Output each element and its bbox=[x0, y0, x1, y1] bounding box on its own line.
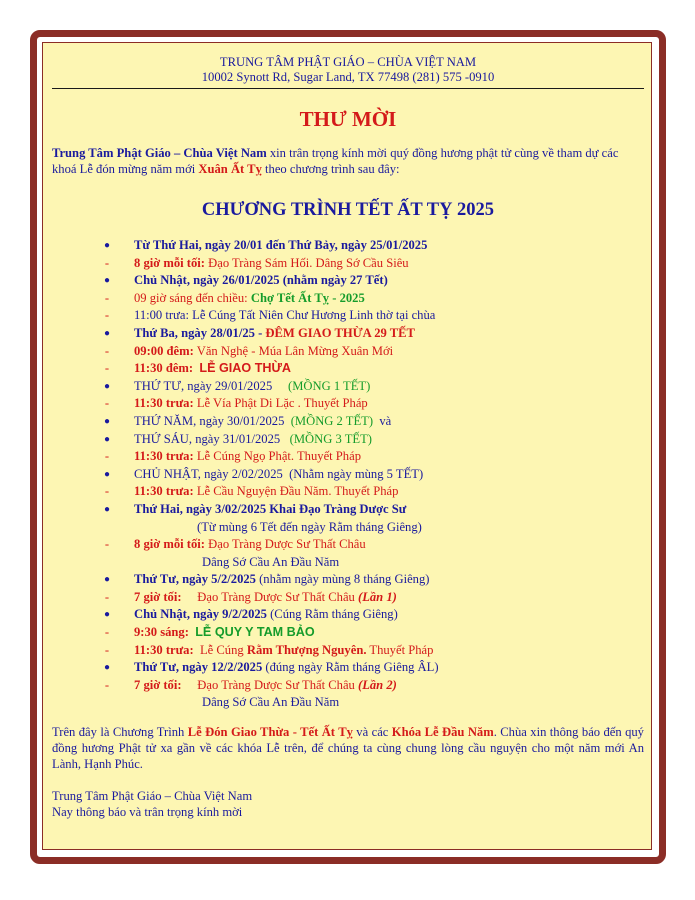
item-tag: (Lần 1) bbox=[358, 589, 397, 604]
item-time: 11:30 trưa: bbox=[134, 484, 194, 499]
item-event: LỄ GIAO THỪA bbox=[199, 361, 292, 376]
dash-icon: - bbox=[104, 308, 110, 323]
item-text: Đạo Tràng Dược Sư Thất Châu bbox=[181, 677, 358, 692]
outro-text3: . Chùa xin thông báo đến quý đồng hương Phật tử xa gần về các khóa Lễ trên, để chúng ta cùng chung lòng cầu nguyện cho một năm mới An Lành, Hạnh Phúc. bbox=[52, 725, 644, 772]
letterhead bbox=[52, 55, 644, 85]
dash-icon: - bbox=[104, 537, 110, 552]
dash-icon: - bbox=[104, 642, 110, 657]
signature-line2: Nay thông báo và trân trọng kính mời bbox=[52, 805, 243, 820]
item-time: 7 giờ tối: bbox=[134, 589, 182, 604]
schedule-list bbox=[52, 237, 644, 712]
item-note: (đúng ngày Rằm tháng Giêng ÂL) bbox=[262, 660, 439, 675]
item-note: (Nhằm ngày mùng 5 TẾT) bbox=[289, 466, 424, 481]
list-item bbox=[52, 624, 644, 642]
item-event-post: - 2025 bbox=[329, 290, 365, 305]
list-item bbox=[52, 483, 644, 501]
bullet-icon: ● bbox=[103, 433, 111, 445]
item-event: LỄ QUY Y TAM BẢO bbox=[195, 625, 315, 640]
bullet-icon: ● bbox=[103, 275, 111, 287]
list-item bbox=[52, 536, 644, 554]
list-item bbox=[52, 448, 644, 466]
item-event: Rằm Thượng Nguyên. bbox=[246, 642, 367, 657]
item-event-pre: Chợ Tết Ất T bbox=[250, 290, 323, 305]
item-text: Đạo Tràng Sám Hối. Dâng Sớ Cầu Siêu bbox=[204, 255, 409, 270]
item-time: 11:30 trưa: bbox=[134, 396, 194, 411]
list-item bbox=[52, 466, 644, 484]
list-item bbox=[52, 360, 644, 378]
item-text: 11:00 trưa: Lễ Cúng Tất Niên Chư Hương Linh thờ tại chùa bbox=[134, 308, 436, 323]
item-text: Thứ Hai, ngày 3/02/2025 Khai Đạo Tràng Dược Sư bbox=[134, 501, 407, 516]
list-item bbox=[52, 431, 644, 449]
letter-title: THƯ MỜI bbox=[299, 107, 397, 131]
list-item bbox=[52, 606, 644, 624]
item-date: Thứ Tư, ngày 5/2/2025 bbox=[134, 572, 256, 587]
list-item bbox=[52, 290, 644, 308]
list-item bbox=[52, 237, 644, 255]
list-item-continuation bbox=[52, 694, 644, 712]
bullet-icon: ● bbox=[103, 415, 111, 427]
dash-icon: - bbox=[104, 677, 110, 692]
bullet-icon: ● bbox=[103, 468, 111, 480]
item-text: Văn Nghệ - Múa Lân Mừng Xuân Mới bbox=[193, 343, 394, 358]
item-date: Chủ Nhật, ngày 9/2/2025 bbox=[134, 607, 267, 622]
list-item bbox=[52, 642, 644, 660]
list-item bbox=[52, 413, 644, 431]
item-time: 11:30 trưa: bbox=[134, 449, 194, 464]
program-title: CHƯƠNG TRÌNH TẾT ẤT TỴ 2025 bbox=[201, 200, 495, 220]
header-divider bbox=[52, 88, 644, 89]
item-text: Lễ Cầu Nguyện Đầu Năm. Thuyết Pháp bbox=[193, 484, 399, 499]
intro-org: Trung Tâm Phật Giáo – Chùa Việt Nam bbox=[52, 146, 267, 160]
list-item bbox=[52, 325, 644, 343]
dash-icon: - bbox=[104, 449, 110, 464]
bullet-icon: ● bbox=[103, 609, 111, 621]
list-item bbox=[52, 378, 644, 396]
item-text: Đạo Tràng Dược Sư Thất Châu bbox=[181, 589, 358, 604]
outro-text2: và các bbox=[352, 725, 392, 740]
item-text: Chủ Nhật, ngày 26/01/2025 (nhằm ngày 27 Tết) bbox=[134, 273, 388, 288]
bullet-icon: ● bbox=[103, 380, 111, 392]
item-time: 7 giờ tối: bbox=[134, 677, 182, 692]
item-date: THỨ NĂM, ngày 30/01/2025 bbox=[134, 413, 285, 428]
closing-paragraph bbox=[52, 724, 644, 772]
item-text: Đạo Tràng Dược Sư Thất Châu bbox=[204, 537, 366, 552]
item-event-u: ỵ bbox=[322, 290, 330, 305]
intro-year-name bbox=[198, 162, 261, 176]
item-text: Lễ Vía Phật Di Lặc . Thuyết Pháp bbox=[193, 396, 368, 411]
item-time: 09:00 đêm: bbox=[134, 343, 194, 358]
bullet-icon: ● bbox=[103, 662, 111, 674]
list-item bbox=[52, 677, 644, 695]
outro-event1 bbox=[188, 725, 353, 739]
list-item bbox=[52, 395, 644, 413]
item-note: (Cúng Rằm tháng Giêng) bbox=[266, 607, 398, 622]
item-text: Từ Thứ Hai, ngày 20/01 đến Thứ Bảy, ngày 25/01/2025 bbox=[134, 238, 428, 252]
item-text: và bbox=[379, 413, 392, 428]
dash-icon: - bbox=[104, 290, 110, 305]
item-text: Lễ Cúng bbox=[193, 642, 247, 657]
dash-icon: - bbox=[104, 625, 110, 640]
list-item bbox=[52, 571, 644, 589]
item-date: Thứ Tư, ngày 12/2/2025 bbox=[134, 660, 263, 675]
list-item bbox=[52, 659, 644, 677]
item-tag: (MỒNG 3 TẾT) bbox=[289, 431, 372, 446]
item-date: THỨ SÁU, ngày 31/01/2025 bbox=[134, 431, 281, 446]
item-time: 09 giờ sáng đến chiều: bbox=[134, 290, 251, 305]
dash-icon: - bbox=[104, 589, 110, 604]
item-event: ĐÊM GIAO THỪA 29 TẾT bbox=[265, 325, 415, 340]
item-tag: (Lần 2) bbox=[358, 677, 397, 692]
dash-icon: - bbox=[104, 255, 110, 270]
list-item-continuation bbox=[52, 554, 644, 572]
intro-paragraph bbox=[52, 145, 644, 177]
item-date: Thứ Ba, ngày 28/01/25 - bbox=[134, 325, 266, 340]
dash-icon: - bbox=[104, 343, 110, 358]
item-continuation: Dâng Sớ Cầu An Đầu Năm bbox=[202, 554, 340, 569]
item-continuation: (Từ mùng 6 Tết đến ngày Rằm tháng Giêng) bbox=[197, 519, 422, 534]
list-item bbox=[52, 501, 644, 519]
dash-icon: - bbox=[104, 361, 110, 376]
item-time: 8 giờ mỗi tối: bbox=[134, 255, 205, 270]
outro-event1-pre: Lễ Đón Giao Thừa - Tết Ất T bbox=[187, 725, 347, 740]
org-name: TRUNG TÂM PHẬT GIÁO – CHÙA VIỆT NAM bbox=[219, 55, 477, 69]
item-time: 11:30 đêm: bbox=[134, 361, 194, 376]
item-tag: (MỒNG 2 TẾT) bbox=[290, 413, 374, 428]
invitation-letter bbox=[52, 55, 644, 820]
list-item bbox=[52, 272, 644, 290]
list-item-continuation bbox=[52, 519, 644, 537]
intro-text2: theo chương trình sau đây: bbox=[261, 162, 400, 176]
item-event bbox=[251, 291, 365, 305]
item-continuation: Dâng Sớ Cầu An Đầu Năm bbox=[202, 695, 340, 710]
item-time: 11:30 trưa: bbox=[134, 642, 194, 657]
bullet-icon: ● bbox=[103, 574, 111, 586]
item-note: (nhằm ngày mùng 8 tháng Giêng) bbox=[255, 572, 430, 587]
bullet-icon: ● bbox=[103, 327, 111, 339]
item-time: 8 giờ mỗi tối: bbox=[134, 537, 205, 552]
item-tag: (MỒNG 1 TẾT) bbox=[288, 378, 371, 393]
bullet-icon: ● bbox=[103, 503, 111, 515]
dash-icon: - bbox=[104, 396, 110, 411]
intro-year-name-pre: Xuân Ất T bbox=[198, 162, 256, 176]
outro-text1: Trên đây là Chương Trình bbox=[52, 725, 188, 740]
list-item bbox=[52, 307, 644, 325]
intro-text1: xin trân trọng kính mời quý đồng hương phật tử cùng về tham dự các khoá Lễ đón mừng năm mới bbox=[52, 146, 619, 176]
bullet-icon: ● bbox=[103, 240, 111, 251]
list-item bbox=[52, 343, 644, 361]
intro-year-name-u: ỵ bbox=[255, 162, 262, 176]
list-item bbox=[52, 255, 644, 273]
item-text-post: Thuyết Pháp bbox=[366, 642, 434, 657]
item-date: CHỦ NHẬT, ngày 2/02/2025 bbox=[134, 466, 283, 481]
dash-icon: - bbox=[104, 484, 110, 499]
item-time: 9:30 sáng: bbox=[134, 625, 189, 640]
signature-line1: Trung Tâm Phật Giáo – Chùa Việt Nam bbox=[52, 789, 253, 804]
outro-event1-u: ỵ bbox=[346, 725, 353, 740]
item-date: THỨ TƯ, ngày 29/01/2025 bbox=[134, 378, 273, 393]
outro-event2: Khóa Lễ Đầu Năm bbox=[391, 725, 494, 740]
signature bbox=[52, 788, 644, 820]
item-text: Lễ Cúng Ngọ Phật. Thuyết Pháp bbox=[193, 449, 361, 464]
org-address: 10002 Synott Rd, Sugar Land, TX 77498 (281) 575 -0910 bbox=[201, 70, 495, 84]
list-item bbox=[52, 589, 644, 607]
